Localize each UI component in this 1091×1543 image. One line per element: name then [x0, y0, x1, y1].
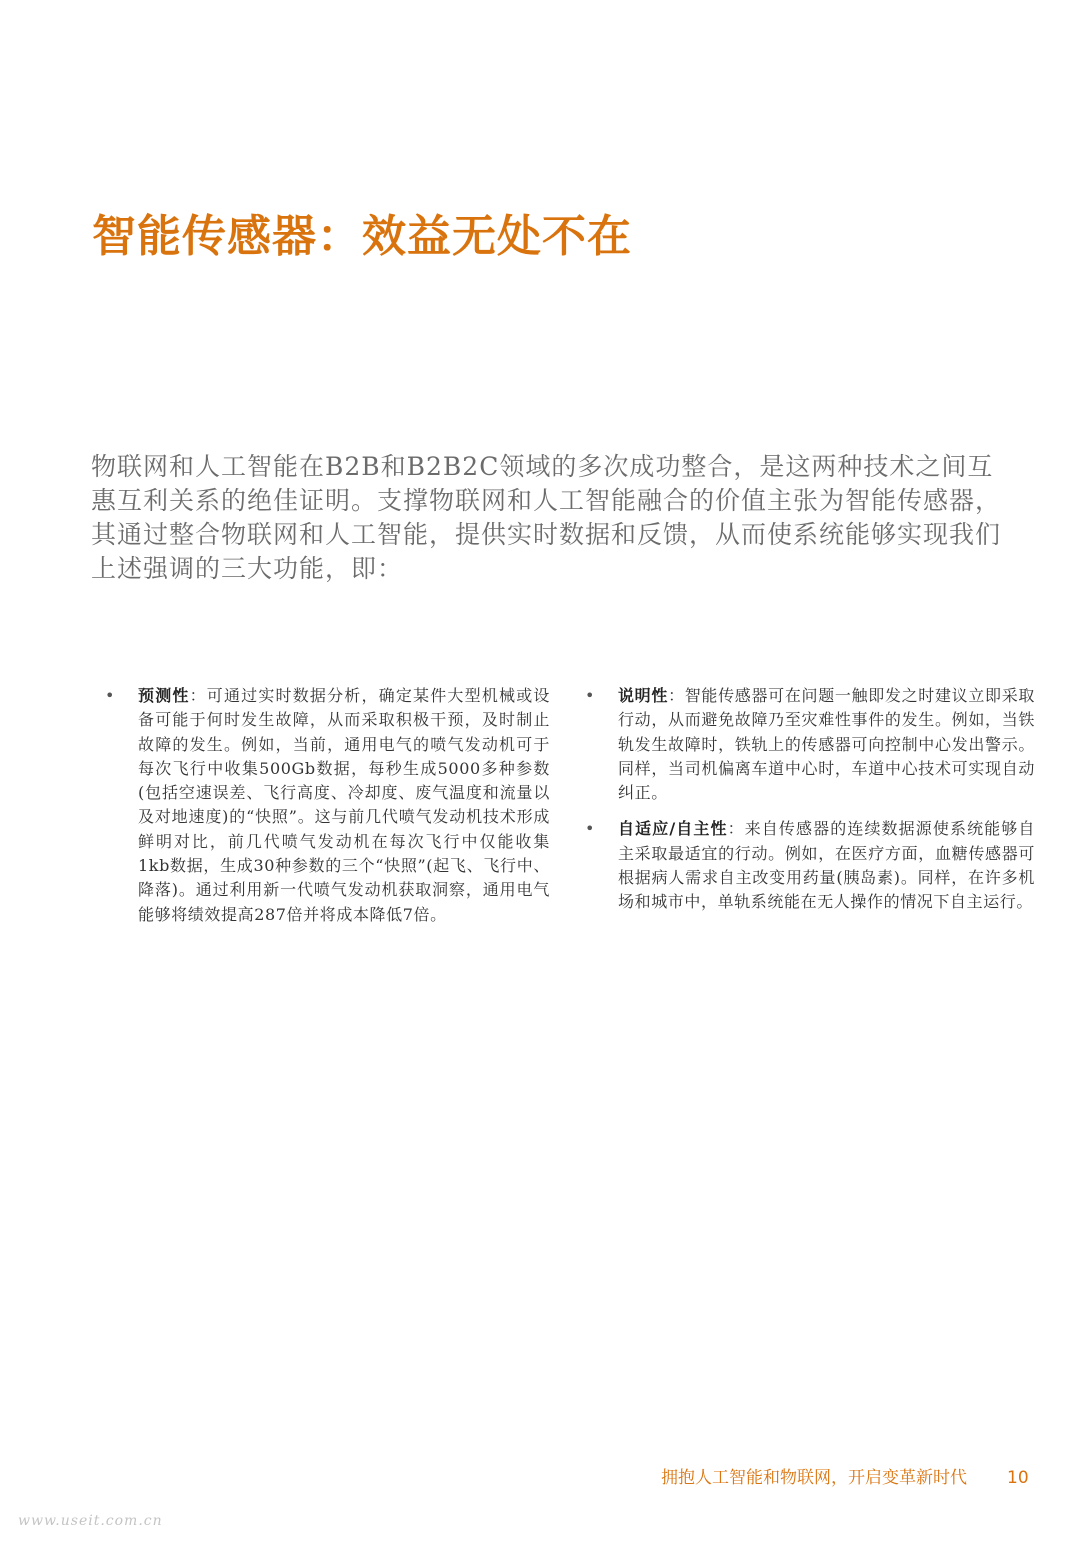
bullet-dot: •: [585, 686, 596, 705]
bullet-text: ：可通过实时数据分析，确定某件大型机械或设备可能于何时发生故障，从而采取积极干预，及时制止故障的发生。例如，当前，通用电气的喷气发动机可于每次飞行中收集500Gb数据，每秒生成5000多种参数(包括空速误差、飞行高度、冷却度、废气温度和流量以及对地速度)的“快照”。这与前几代喷气发动机技术形成鲜明对比，前几代喷气发动机在每次飞行中仅能收集1kb数据，生成30种参数的三个“快照”(起飞、飞行中、降落)。通过利用新一代喷气发动机获取洞察，通用电气能够将绩效提高287倍并将成本降低7倍。: [138, 686, 550, 924]
intro-paragraph: 物联网和人工智能在B2B和B2B2C领域的多次成功整合，是这两种技术之间互惠互利关系的绝佳证明。支撑物联网和人工智能融合的价值主张为智能传感器，其通过整合物联网和人工智能，提供实时数据和反馈，从而使系统能够实现我们上述强调的三大功能，即：: [91, 452, 1002, 583]
watermark: www.useit.com.cn: [18, 1513, 163, 1529]
bullet-text: ：来自传感器的连续数据源使系统能够自主采取最适宜的行动。例如，在医疗方面，血糖传感器可根据病人需求自主改变用药量(胰岛素)。同样，在许多机场和城市中，单轨系统能在无人操作的情况下自主运行。: [618, 819, 1035, 912]
bullet-item-predictive: [100, 684, 550, 927]
bullet-text: ：智能传感器可在问题一触即发之时建议立即采取行动，从而避免故障乃至灾难性事件的发生。例如，当铁轨发生故障时，铁轨上的传感器可向控制中心发出警示。同样，当司机偏离车道中心时，车道中心技术可实现自动纠正。: [618, 686, 1035, 803]
bullet-list-right: [580, 684, 1035, 927]
page-title: 智能传感器：效益无处不在: [92, 211, 632, 262]
footer-title: 拥抱人工智能和物联网，开启变革新时代: [661, 1468, 967, 1488]
bullet-term: 自适应/自主性: [618, 819, 728, 839]
bullet-dot: •: [105, 686, 116, 705]
bullet-term: 预测性: [138, 686, 190, 705]
bullet-term: 说明性: [618, 686, 669, 705]
bullet-item-prescriptive: [580, 684, 1035, 805]
page-number: 10: [1007, 1468, 1029, 1488]
bullet-dot: •: [585, 819, 596, 839]
bullet-item-adaptive: [580, 817, 1035, 914]
bullet-list-left: [100, 684, 550, 939]
